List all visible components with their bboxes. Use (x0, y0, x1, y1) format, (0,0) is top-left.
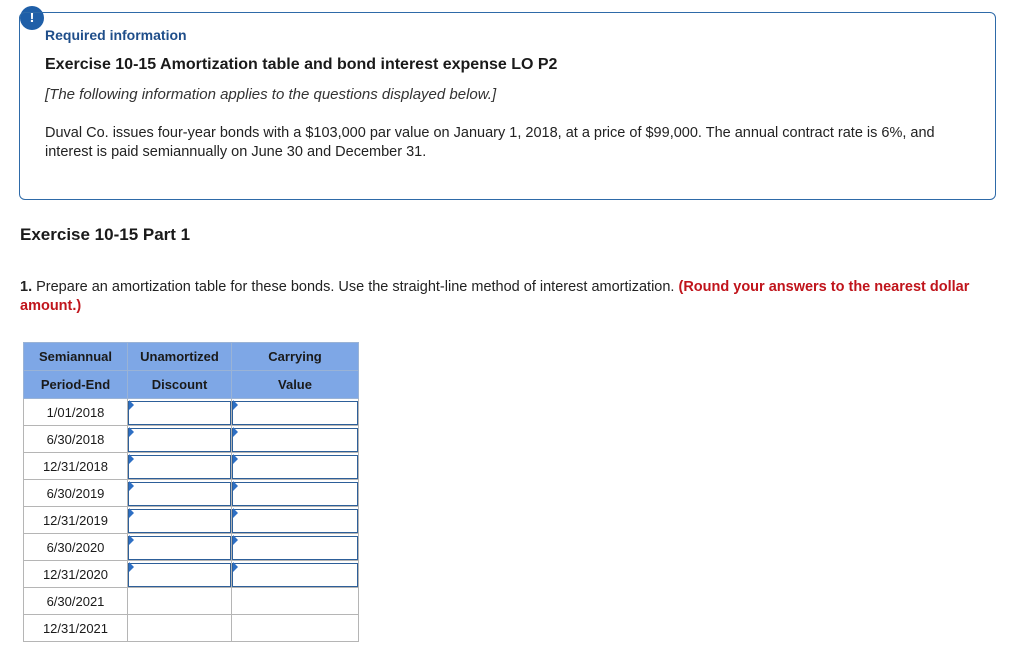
header-carrying-sub: Value (232, 371, 359, 399)
carrying-value-input[interactable] (232, 509, 358, 533)
period-cell: 6/30/2018 (24, 426, 128, 453)
period-cell: 12/31/2018 (24, 453, 128, 480)
table-row (24, 426, 359, 453)
discount-input[interactable] (128, 536, 231, 560)
required-information-label: Required information (45, 27, 187, 43)
carrying-cell (232, 453, 359, 480)
table-row (24, 453, 359, 480)
carrying-cell (232, 426, 359, 453)
carrying-cell (232, 561, 359, 588)
period-cell: 12/31/2020 (24, 561, 128, 588)
discount-input[interactable] (128, 509, 231, 533)
header-row-1 (24, 343, 359, 371)
carrying-cell (232, 534, 359, 561)
table-row (24, 561, 359, 588)
header-row-2 (24, 371, 359, 399)
rounding-note: (Round your answers to the nearest dollar amount.) (20, 279, 970, 314)
table-row (24, 588, 359, 615)
discount-input[interactable] (128, 482, 231, 506)
discount-cell (128, 615, 232, 642)
discount-cell (128, 588, 232, 615)
carrying-value-input[interactable] (232, 428, 358, 452)
carrying-value-input[interactable] (232, 401, 358, 425)
period-cell: 6/30/2020 (24, 534, 128, 561)
discount-input[interactable] (128, 455, 231, 479)
header-carrying: Carrying (232, 343, 359, 371)
carrying-cell (232, 399, 359, 426)
discount-cell (128, 534, 232, 561)
period-cell: 12/31/2019 (24, 507, 128, 534)
exercise-note: [The following information applies to the questions displayed below.] (45, 86, 497, 103)
discount-input[interactable] (128, 401, 231, 425)
carrying-cell (232, 615, 359, 642)
question-number: 1. (20, 279, 33, 295)
table-row (24, 399, 359, 426)
table-row (24, 534, 359, 561)
question-instruction (20, 278, 995, 316)
discount-cell (128, 507, 232, 534)
amortization-table (23, 342, 359, 642)
carrying-value-input[interactable] (232, 563, 358, 587)
discount-input[interactable] (128, 428, 231, 452)
carrying-value-input[interactable] (232, 455, 358, 479)
carrying-value-input[interactable] (232, 536, 358, 560)
question-text: Prepare an amortization table for these bonds. Use the straight-line method of interest amortization. (32, 279, 679, 295)
period-cell: 1/01/2018 (24, 399, 128, 426)
table-row (24, 615, 359, 642)
exercise-description: Duval Co. issues four-year bonds with a $103,000 par value on January 1, 2018, at a price of $99,000. The annual contract rate is 6%, and interest is paid semiannually on June 30 and December 31. (45, 125, 935, 160)
carrying-cell (232, 588, 359, 615)
header-discount-sub: Discount (128, 371, 232, 399)
header-discount: Unamortized (128, 343, 232, 371)
carrying-cell (232, 480, 359, 507)
discount-cell (128, 561, 232, 588)
table-row (24, 507, 359, 534)
header-period-sub: Period-End (24, 371, 128, 399)
carrying-cell (232, 507, 359, 534)
carrying-value-input[interactable] (232, 482, 358, 506)
period-cell: 6/30/2019 (24, 480, 128, 507)
discount-cell (128, 426, 232, 453)
header-period: Semiannual (24, 343, 128, 371)
discount-cell (128, 399, 232, 426)
discount-cell (128, 480, 232, 507)
period-cell: 12/31/2021 (24, 615, 128, 642)
table-row (24, 480, 359, 507)
alert-icon: ! (20, 6, 44, 30)
discount-cell (128, 453, 232, 480)
discount-input[interactable] (128, 563, 231, 587)
exercise-title: Exercise 10-15 Amortization table and bond interest expense LO P2 (45, 56, 558, 73)
part-title: Exercise 10-15 Part 1 (20, 225, 191, 244)
period-cell: 6/30/2021 (24, 588, 128, 615)
